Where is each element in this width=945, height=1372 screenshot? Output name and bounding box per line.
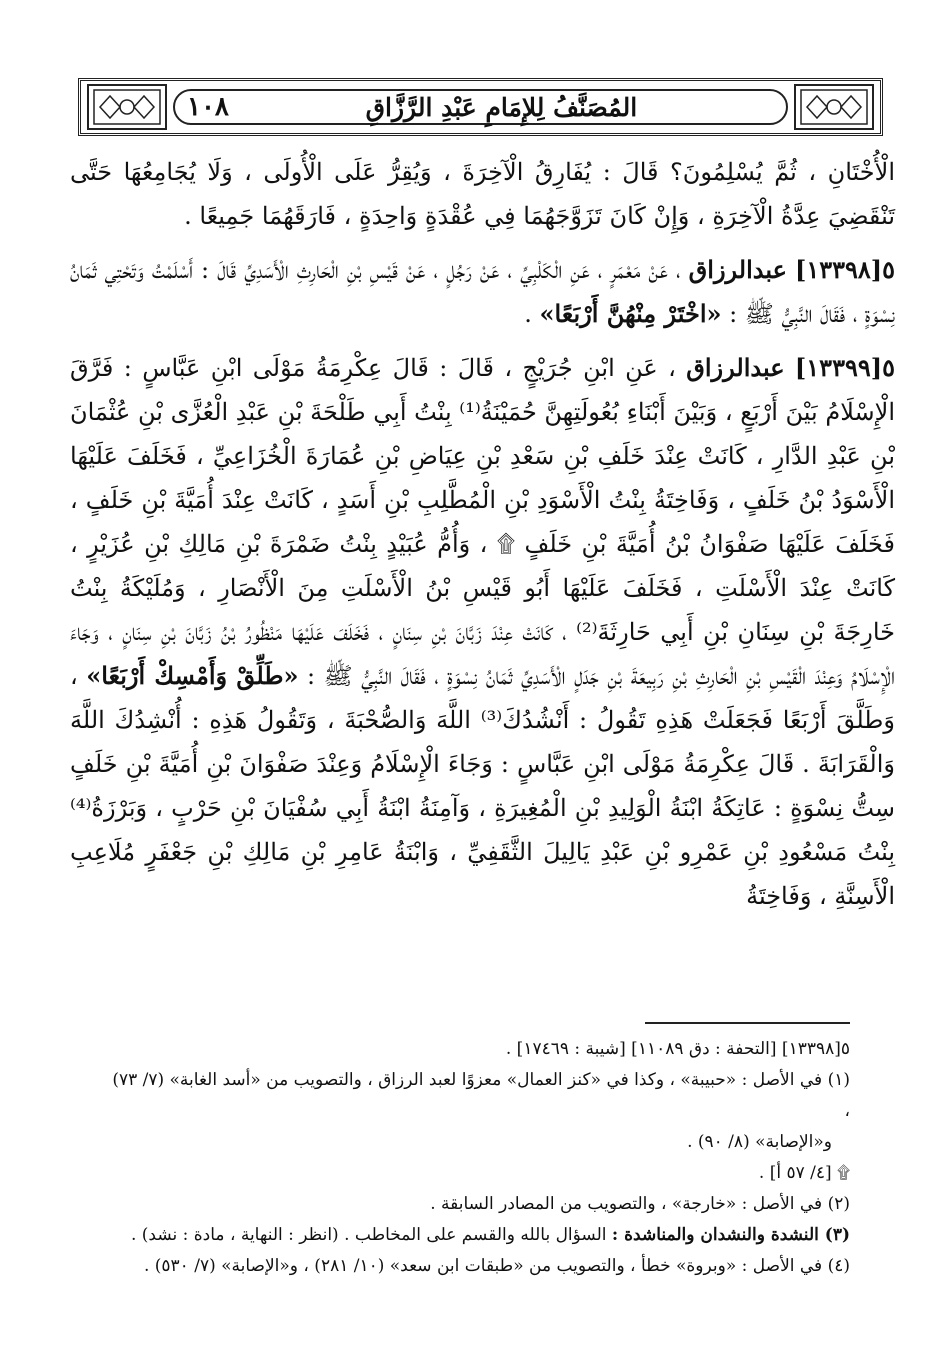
- header-band: [173, 89, 788, 125]
- prophetic-quote: «اخْتَرْ مِنْهُنَّ أَرْبَعًا»: [539, 299, 722, 328]
- footnote-folio-marker: ۩ [٤/ ٥٧ أ] .: [758, 1163, 850, 1183]
- ornament-icon: [799, 88, 869, 126]
- narrator-name: عبدالرزاق: [688, 255, 787, 284]
- main-text: [70, 150, 895, 918]
- hadith-text-end: .: [524, 300, 532, 328]
- header-ornament-left: [87, 84, 167, 130]
- page-number: ١٠٨: [187, 92, 229, 122]
- hadith-text-end: ، وَطَلَّقَ أَرْبَعًا فَجَعَلَتْ هَذِهِ تَقُولُ : أَنْشُدُكَ⁽³⁾ اللَّهَ وَالصُّحْبَةَ ، وَتَقُولُ هَذِهِ : أُنْشِدُكَ اللَّهَ وَالْقَرَابَةَ . قَالَ عِكْرِمَةُ مَوْلَى ابْنِ عَبَّاسٍ : وَجَاءَ الْإِسْلَامُ وَعِنْدَ صَفْوَانَ بْنِ أُمَيَّةَ بْنِ خَلَفٍ سِتُّ نِسْوَةٍ : عَاتِكَةُ ابْنَةُ الْوَلِيدِ بْنِ الْمُغِيرَةِ ، وَآمِنَةُ ابْنَةُ أَبِي سُفْيَانَ بْنِ حَرْبٍ ، وَبَرْزَةُ⁽⁴⁾ بِنْتُ مَسْعُودِ بْنِ عَمْرِو بْنِ عَبْدِ يَالِيلَ الثَّقَفِيِّ ، وَابْنَةُ عَامِرِ بْنِ مَالِكِ بْنِ جَعْفَرٍ مُلَاعِبِ الْأَسِنَّةِ ، وَفَاخِتَةُ: [70, 662, 895, 910]
- footnote-reference: ٥[١٣٣٩٨] [التحفة : دق ١١٠٨٩] [شيبة : ١٧٤٦٩] .: [505, 1039, 850, 1059]
- running-header: [78, 78, 883, 136]
- hadith-text: ، عَنْ مَعْمَرٍ ، عَنِ الْكَلْبِيِّ ، عَنْ رَجُلٍ ، عَنْ قَيْسِ بْنِ الْحَارِثِ الْأَسَدِيِّ قَالَ : أَسْلَمْتُ وَتَحْتِي ثَمَانُ نِسْوَةٍ ، فَقَالَ النَّبِيُّ ﷺ :: [70, 256, 895, 328]
- footnotes: [110, 1034, 850, 1282]
- hadith-13398: [70, 248, 895, 336]
- ornament-icon: [92, 88, 162, 126]
- publisher-logo-ornament: [794, 84, 874, 130]
- footnote-4: (٤) في الأصل : «وبروة» خطأ ، والتصويب من «طبقات ابن سعد» (١٠/ ٢٨١) ، و«الإصابة» (٧/ ٥٣٠) .: [143, 1256, 850, 1276]
- footnote-3-term: (٣) النشدة والنشدان والمناشدة :: [611, 1225, 850, 1245]
- footnote-3-text: السؤال بالله والقسم على المخاطب . (انظر : النهاية ، مادة : نشد) .: [130, 1225, 607, 1245]
- continuation-paragraph: الْأُخْتَانِ ، ثُمَّ يُسْلِمُونَ؟ قَالَ : يُفَارِقُ الْآخِرَةَ ، وَيُقِرُّ عَلَى الْأُولَى ، وَلَا يُجَامِعُهَا حَتَّى تَنْقَضِيَ عِدَّةُ الْآخِرَةِ ، وَإِنْ كَانَ تَزَوَّجَهُمَا فِي عُقْدَةٍ وَاحِدَةٍ ، فَارَقَهُمَا جَمِيعًا .: [70, 158, 895, 230]
- hadith-text: ، عَنِ ابْنِ جُرَيْجٍ ، قَالَ : قَالَ عِكْرِمَةُ مَوْلَى ابْنِ عَبَّاسٍ : فَرَّقَ الْإِسْلَامُ بَيْنَ أَرْبَعٍ ، وَبَيْنَ أَبْنَاءِ بُعُولَتِهِنَّ حُمَيْنَةُ⁽¹⁾ بِنْتُ أَبِي طَلْحَةَ بْنِ عَبْدِ الْعُزَّى بْنِ عُثْمَانَ بْنِ عَبْدِ الدَّارِ ، كَانَتْ عِنْدَ خَلَفِ بْنِ سَعْدِ بْنِ عِيَاضِ بْنِ عُمَارَةَ الْخُزَاعِيِّ ، فَخَلَفَ عَلَيْهَا الْأَسْوَدُ بْنُ خَلَفٍ ، وَفَاخِتَةُ بِنْتُ الْأَسْوَدِ بْنِ الْمُطَّلِبِ بْنِ أَسَدٍ ، كَانَتْ عِنْدَ أُمَيَّةَ بْنِ خَلَفٍ ، فَخَلَفَ عَلَيْهَا صَفْوَانُ بْنُ أُمَيَّةَ بْنِ خَلَفٍ ۩ ، وَأُمُّ عُبَيْدٍ بِنْتُ ضَمْرَةَ بْنِ مَالِكِ بْنِ عُزَيْرٍ ، كَانَتْ عِنْدَ الْأَسْلَتِ ، فَخَلَفَ عَلَيْهَا أَبُو قَيْسِ بْنُ الْأَسْلَتِ مِنَ الْأَنْصَارِ ، وَمُلَيْكَةُ بِنْتُ خَارِجَةَ بْنِ سِنَانِ بْنِ أَبِي حَارِثَةَ⁽²⁾ ، كَانَتْ عِنْدَ زَبَّانَ بْنِ سِنَانٍ ، فَخَلَفَ عَلَيْهَا مَنْظُورُ بْنُ زَبَّانَ بْنِ سِنَانٍ ، وَجَاءَ الْإِسْلَامُ وَعِنْدَ الْقَيْسِ بْنِ الْحَارِثِ بْنِ رَبِيعَةَ بْنِ جَدَلٍ الْأَسَدِيِّ ثَمَانُ نِسْوَةٍ ، فَقَالَ النَّبِيُّ ﷺ :: [70, 354, 896, 690]
- footnote-divider: [645, 1022, 850, 1024]
- hadith-13399: [70, 346, 895, 918]
- narrator-name: عبدالرزاق: [686, 353, 785, 382]
- footnote-1-continued: و«الإصابة» (٨/ ٩٠) .: [687, 1132, 832, 1152]
- prophetic-quote: «طَلِّقْ وَأَمْسِكْ أَرْبَعًا»: [86, 661, 299, 690]
- footnote-2: (٢) في الأصل : «خارجة» ، والتصويب من المصادر السابقة .: [430, 1194, 850, 1214]
- footnote-3: [110, 1220, 850, 1251]
- book-title: المُصَنَّفُ لِلإِمَامِ عَبْدِ الرَّزَّاقِ: [365, 92, 638, 122]
- hadith-number: ٥[١٣٣٩٨]: [794, 255, 896, 284]
- hadith-number: ٥[١٣٣٩٩]: [794, 353, 895, 382]
- footnote-1: (١) في الأصل : «حبيبة» ، وكذا في «كنز العمال» معزوًا لعبد الرزاق ، والتصويب من «أسد الغابة» (٧/ ٧٣) ،: [112, 1070, 850, 1121]
